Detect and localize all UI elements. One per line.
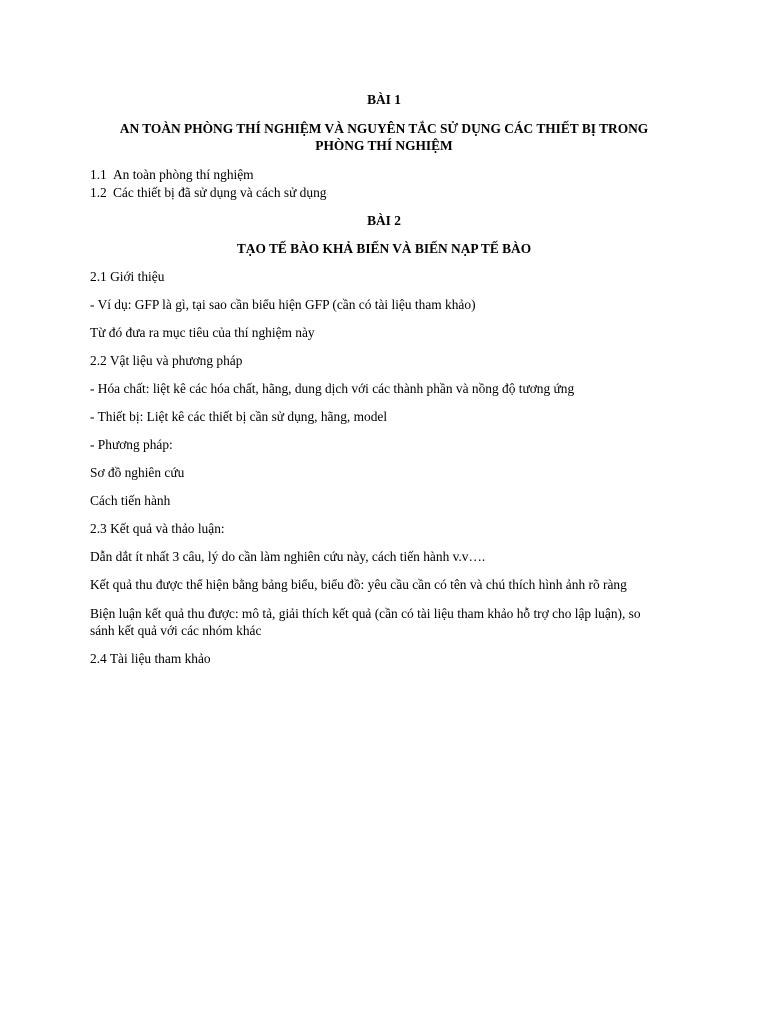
- body-line: - Hóa chất: liệt kê các hóa chất, hãng, dung dịch với các thành phần và nồng độ tương ứng: [90, 381, 575, 396]
- body-line: Sơ đồ nghiên cứu: [90, 465, 185, 480]
- section-intro-heading: 2.1 Giới thiệu: [90, 269, 165, 284]
- body-line: Kết quả thu được thể hiện bằng bảng biểu, biểu đồ: yêu cầu cần có tên và chú thích hình ảnh rõ ràng: [90, 577, 627, 592]
- item-text: Các thiết bị đã sử dụng và cách sử dụng: [113, 185, 327, 200]
- lesson1-title-line1: AN TOÀN PHÒNG THÍ NGHIỆM VÀ NGUYÊN TẮC SỬ DỤNG CÁC THIẾT BỊ TRONG: [119, 121, 649, 136]
- lesson2-title: TẠO TẾ BÀO KHẢ BIẾN VÀ BIẾN NẠP TẾ BÀO: [236, 241, 532, 256]
- lesson1-item: [90, 185, 326, 201]
- section-references-heading: 2.4 Tài liệu tham khảo: [90, 651, 211, 666]
- discussion-line2: sánh kết quả với các nhóm khác: [90, 623, 262, 638]
- item-number: 1.2: [90, 185, 107, 200]
- item-number: 1.1: [90, 167, 107, 182]
- section-results-heading: 2.3 Kết quả và thảo luận:: [90, 521, 225, 536]
- body-line: Từ đó đưa ra mục tiêu của thí nghiệm này: [90, 325, 315, 340]
- lesson2-heading: BÀI 2: [367, 213, 401, 228]
- body-line: Cách tiến hành: [90, 493, 171, 508]
- body-line: - Thiết bị: Liệt kê các thiết bị cần sử dụng, hãng, model: [90, 409, 388, 424]
- body-line: - Phương pháp:: [90, 437, 173, 452]
- discussion-line1: Biện luận kết quả thu được: mô tả, giải thích kết quả (cần có tài liệu tham khảo hỗ trợ cho lập luận), so: [90, 606, 641, 621]
- body-line: - Ví dụ: GFP là gì, tại sao cần biểu hiện GFP (cần có tài liệu tham khảo): [90, 297, 476, 312]
- body-line: Dẫn dắt ít nhất 3 câu, lý do cần làm nghiên cứu này, cách tiến hành v.v….: [90, 549, 486, 564]
- section-materials-heading: 2.2 Vật liệu và phương pháp: [90, 353, 243, 368]
- lesson1-heading: BÀI 1: [367, 92, 401, 107]
- lesson1-title-line2: PHÒNG THÍ NGHIỆM: [315, 138, 453, 153]
- lesson1-item: [90, 167, 254, 183]
- item-text: An toàn phòng thí nghiệm: [113, 167, 254, 182]
